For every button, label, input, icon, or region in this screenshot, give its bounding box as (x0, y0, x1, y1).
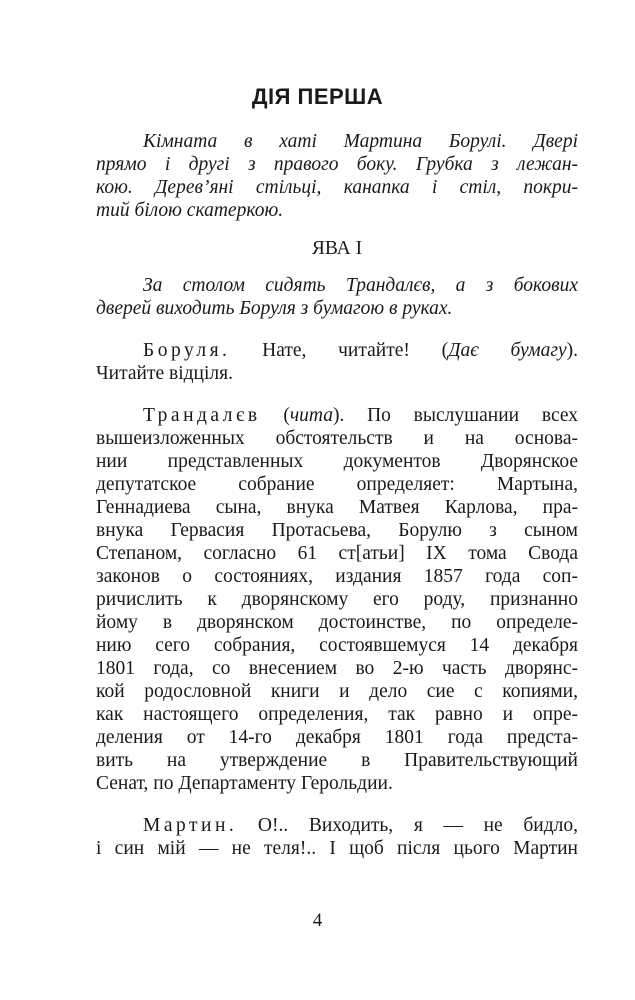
text-line (96, 703, 578, 726)
italic-text: Кімната в хаті Мартина Борулі. Двері (143, 131, 578, 152)
italic-text: Дає бумагу (448, 340, 567, 361)
italic-text: чита (289, 405, 333, 426)
text-span: нию сего собрания, состоявшемуся 14 декабря (96, 635, 578, 656)
speaker-name: Боруля. (143, 340, 231, 361)
text-line (96, 153, 578, 176)
italic-text: За столом сидять Трандалєв, а з бокових (143, 275, 578, 296)
stage-direction (96, 130, 578, 222)
text-span: как настоящего определения, так равно и опре- (96, 704, 578, 725)
text-line (96, 362, 578, 385)
page-number: 4 (312, 910, 323, 931)
text-span: кой родословной книги и дело сие с копиями, (96, 681, 578, 702)
text-span: депутатское собрание определяет: Мартына, (96, 474, 578, 495)
dialogue-martyn (96, 814, 578, 860)
text-line (96, 657, 578, 680)
text-line (96, 274, 578, 297)
text-span: законов о состояниях, издания 1857 года соп- (96, 566, 578, 587)
text-span: йому в дворянском достоинстве, по определе- (96, 612, 578, 633)
speaker-name: Мартин. (143, 815, 238, 836)
text-span: і син мій — не теля!.. І щоб після цього Мартин (96, 838, 578, 859)
text-span: Степаном, согласно 61 ст[атьи] IX тома Свода (96, 543, 578, 564)
text-line (96, 726, 578, 749)
text-span: ричислить к дворянскому его роду, признанно (96, 589, 578, 610)
speaker-name: Трандалєв (143, 405, 261, 426)
text-span: 1801 года, со внесением во 2-ю часть дворянс- (96, 658, 578, 679)
stage-direction (96, 274, 578, 320)
text-span: ). По выслушании всех (332, 405, 578, 426)
text-line (96, 404, 578, 427)
italic-text: прямо і другі з правого боку. Грубка з лежан- (96, 154, 578, 175)
text-line (96, 130, 578, 153)
text-line (96, 749, 578, 772)
italic-text: дверей виходить Боруля з бумагою в руках. (96, 298, 453, 319)
text-span: внука Гервасия Протасьева, Борулю з сыном (96, 520, 578, 541)
text-line (96, 473, 578, 496)
text-line (96, 450, 578, 473)
text-span: О!.. Виходить, я — не бидло, (237, 815, 578, 836)
text-line (96, 814, 578, 837)
text-span: ( (260, 405, 290, 426)
text-span: деления от 14-го декабря 1801 года предста- (96, 727, 578, 748)
text-line (96, 565, 578, 588)
text-span: ЯВА І (311, 238, 363, 259)
dialogue-trandalev (96, 404, 578, 795)
text-line (96, 588, 578, 611)
text-span: нии представленных документов Дворянское (96, 451, 578, 472)
text-span: вить на утверждение в Правительствующий (96, 750, 578, 771)
dialogue-borulia (96, 339, 578, 385)
text-line (96, 519, 578, 542)
text-line (96, 837, 578, 860)
text-line (96, 680, 578, 703)
act-title: ДІЯ ПЕРША (251, 84, 384, 109)
text-span: вышеизложенных обстоятельств и на основа- (96, 428, 578, 449)
text-span: Геннадиева сына, внука Матвея Карлова, пра- (96, 497, 578, 518)
text-line (96, 634, 578, 657)
text-line (96, 339, 578, 362)
text-line (96, 496, 578, 519)
italic-text: кою. Дерев’яні стільці, канапка і стіл, покри- (96, 177, 578, 198)
text-line (96, 199, 578, 222)
italic-text: тий білою скатеркою. (96, 200, 284, 221)
text-span: Нате, читайте! ( (230, 340, 449, 361)
text-span: ). (566, 340, 578, 361)
text-line (96, 611, 578, 634)
text-line (96, 237, 578, 260)
text-line (96, 297, 578, 320)
text-line (96, 427, 578, 450)
text-span: Сенат, по Департаменту Герольдии. (96, 773, 393, 794)
text-line (96, 176, 578, 199)
scene-heading (96, 237, 578, 260)
text-line (96, 772, 578, 795)
text-span: Читайте відціля. (96, 363, 233, 384)
text-line (96, 542, 578, 565)
